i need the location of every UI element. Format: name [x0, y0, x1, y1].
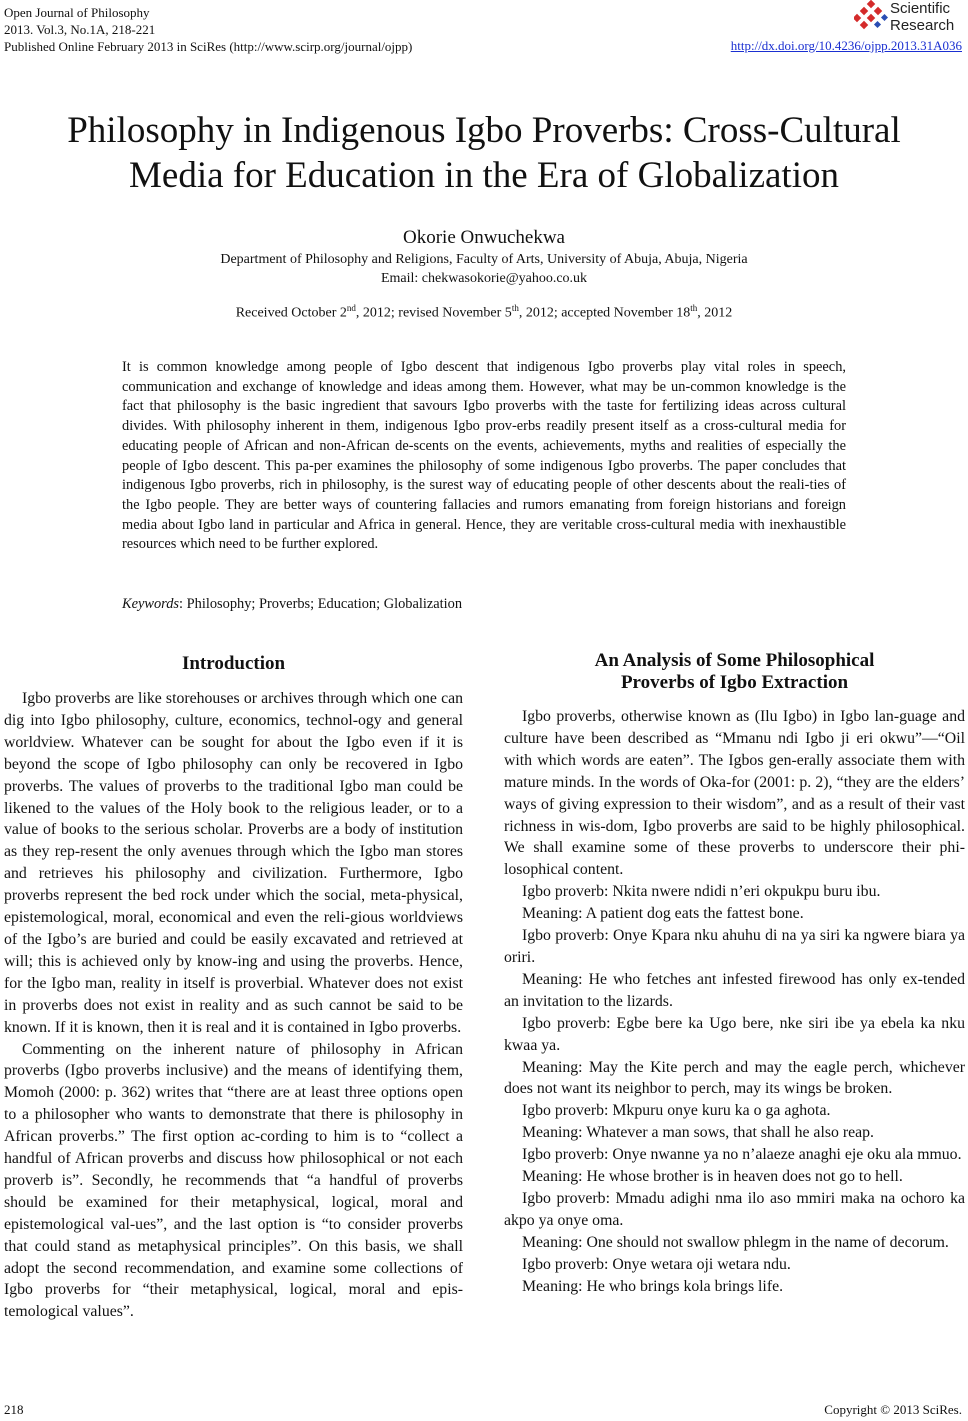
page-number: 218: [4, 1402, 24, 1417]
author-name: Okorie Onwuchekwa: [403, 227, 565, 248]
proverb: Igbo proverb: Mkpuru onye kuru ka o ga aghota.: [522, 1102, 831, 1120]
keywords-label: Keywords: [122, 596, 180, 612]
author-affiliation-block: [0, 250, 968, 288]
proverb: Igbo proverb: Nkita nwere ndidi n’eri okpukpu buru ibu.: [522, 883, 881, 901]
proverb: Igbo proverb: Egbe bere ka Ugo bere, nke siri ibe ya ebela ka nku kwaa ya.: [504, 1014, 965, 1054]
accepted-date: , 2012; accepted November 18: [518, 305, 691, 321]
proverb: Igbo proverb: Onye wetara oji wetara ndu.: [522, 1255, 791, 1273]
revised-sup: th: [511, 303, 519, 313]
proverb: Igbo proverb: Onye nwanne ya no n’alaeze anaghi eje oku ala mmuo.: [522, 1146, 962, 1164]
right-column: [504, 706, 965, 1297]
submission-dates: [0, 303, 968, 322]
copyright: Copyright © 2013 SciRes.: [824, 1402, 962, 1417]
received-sup: nd: [346, 303, 356, 313]
meaning: Meaning: He who fetches ant infested firewood has only ex-tended an invitation to the lizards.: [504, 970, 965, 1010]
section-heading-analysis: [504, 650, 965, 694]
keywords-list: : Philosophy; Proverbs; Education; Globalization: [179, 596, 463, 612]
meaning: Meaning: A patient dog eats the fattest bone.: [522, 905, 804, 923]
journal-name: Open Journal of Philosophy: [4, 5, 150, 20]
abstract: It is common knowledge among people of Igbo descent that indigenous Igbo proverbs play vital roles in speech, communication and exchange of knowledge and ideas among them. However, what may be un-common knowledge is the fact that philosophy is the basic ingredient that savours Igbo proverbs with the taste for fertilizing ideas across cultural divides. With philosophy inherent in them, indigenous Igbo prov-erbs readily present itself as a cross-cultural media for educating people of African and non-African de-scents on the events, achievements, myths and realities of especially the people of Igbo descent. This pa-per examines the philosophy of some indigenous Igbo proverbs. The paper concludes that indigenous Igbo proverbs, rich in philosophy, is the surest way of educating people of other descents about the reali-ties of the Igbo people. They are better ways of countering fallacies and rumors emanating from foreign historians and foreign media about Igbo land in particular and Africa in general. Hence, they are veritable cross-cultural media with inexhaustible resources which need to be further explored.: [122, 359, 846, 553]
meaning: Meaning: One should not swallow phlegm in the name of decorum.: [522, 1233, 949, 1251]
section-heading-text: An Analysis of Some Philosophical Proverbs of Igbo Extraction: [594, 650, 875, 693]
meaning: Meaning: Whatever a man sows, that shall he also reap.: [522, 1124, 874, 1142]
meaning: Meaning: He who brings kola brings life.: [522, 1277, 784, 1295]
accepted-sup: th: [690, 303, 698, 313]
author-email: Email: chekwasokorie@yahoo.co.uk: [380, 271, 588, 286]
logo-text: [890, 0, 954, 34]
journal-header: [4, 4, 412, 55]
keywords: [122, 596, 462, 613]
paragraph: Commenting on the inherent nature of philosophy in African proverbs (Igbo proverbs inclusive) and the means of identifying them, Momoh (2000: p. 362) writes that “there are at least three options open to a philosopher who wants to demonstrate that there is philosophy in African proverbs.” The first option ac-cording to him is to “collect a handful of African proverbs and discuss how philosophical or not each proverb is”. Secondly, he recommends that “a handful of proverbs should be examined for their metaphysical, logical, moral and epistemological val-ues”, and the last option is “to consider proverbs that could stand as metaphysical principles”. On this basis, we shall adopt the second recommendation, and examine some collections of Igbo proverbs for “their metaphysical, logical, moral and epis-temological values”.: [4, 1040, 463, 1321]
revised-date: , 2012; revised November 5: [355, 305, 512, 321]
publication-info: Published Online February 2013 in SciRes (http://www.scirp.org/journal/ojpp): [4, 39, 413, 54]
publisher-logo: [854, 0, 964, 36]
left-column: [4, 688, 463, 1323]
doi-link[interactable]: http://dx.doi.org/10.4236/ojpp.2013.31A036: [730, 38, 962, 53]
journal-volume: 2013. Vol.3, No.1A, 218-221: [4, 22, 156, 37]
paper-title: Philosophy in Indigenous Igbo Proverbs: Cross-Cultural Media for Education in the Era of Globalization: [67, 110, 901, 196]
affiliation: Department of Philosophy and Religions, Faculty of Arts, University of Abuja, Abuja, Nigeria: [220, 252, 748, 267]
proverb: Igbo proverb: Onye Kpara nku ahuhu di na ya siri ka ngwere biara ya oriri.: [504, 927, 965, 966]
scientific-research-logo-icon: [854, 0, 888, 34]
paragraph: Igbo proverbs are like storehouses or archives through which one can dig into Igbo philosophy, culture, economics, technol-ogy and general worldview. Whatever can be sought for about the Igbo even if it is beyond the scope of Igbo philosophy can only be recovered in Igbo proverbs. The values of proverbs to the traditional Igbo man could be likened to the values of the Holy book to the religious leader, or to a value of books to the serious scholar. Proverbs are a body of institution as they rep-resent the only avenues through which the Igbo man stores and retrieves his philosophy and civilization. Furthermore, Igbo proverbs represent the bed rock under which the social, meta-physical, epistemological, moral, economical and even the reli-gious worldviews of the Igbo’s are buried and could be easily excavated and retrieved at will; this is achieved only by know-ing and using the proverbs. Hence, for the Igbo man, reality in itself is proverbial. Whatever does not exist in proverbs does not exist in reality and as such cannot be said to be known. If it is known, then it is real and it is contained in Igbo proverbs.: [4, 690, 463, 1036]
section-heading-introduction: Introduction: [181, 653, 286, 674]
meaning: Meaning: May the Kite perch and may the eagle perch, whichever does not want its neighbor to perch, may its wings be broken.: [504, 1058, 965, 1098]
logo-line-2: Research: [890, 17, 955, 34]
paragraph: Igbo proverbs, otherwise known as (Ilu Igbo) in Igbo lan-guage and culture have been described as “Mmanu ndi Igbo ji eri okwu”—“Oil with which words are eaten”. The Igbos gen-erally associate them with mature minds. In the words of Oka-for (2001: p. 2), “they are the elders’ ways of giving expression to their wisdom”, and as a result of their vast richness in wis-dom, Igbo proverbs are said to be highly philosophical. We shall examine some of these proverbs to underscore their phi-losophical content.: [504, 708, 965, 879]
meaning: Meaning: He whose brother is in heaven does not go to hell.: [522, 1168, 903, 1186]
logo-line-1: Scientific: [890, 0, 951, 17]
proverb: Igbo proverb: Mmadu adighi nma ilo aso mmiri maka na ochoro ka akpo ya onye oma.: [504, 1189, 965, 1229]
received-date: Received October 2: [235, 305, 347, 321]
accepted-year: , 2012: [697, 305, 733, 321]
